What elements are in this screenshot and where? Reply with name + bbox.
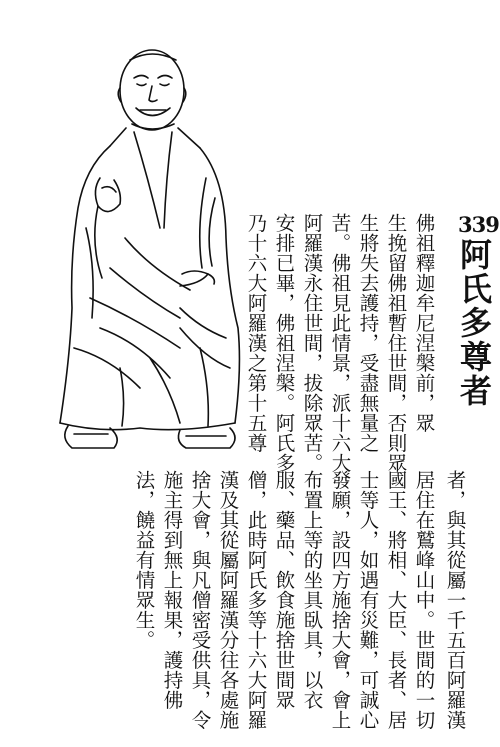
text-column: 漢及其從屬阿羅漢分往各處施 (216, 470, 240, 730)
text-column: 者，與其從屬一千五百阿羅漢 (443, 470, 467, 730)
text-column: 布置上等的坐具臥具，以衣 (300, 470, 324, 710)
text-column: 法，饒益有情眾生。 (132, 470, 156, 650)
arhat-figure-illustration (30, 28, 245, 458)
text-column: 阿羅漢永住世間，拔除眾苦。 (300, 213, 324, 473)
text-column: 僧，此時阿氏多等十六大阿羅 (244, 470, 268, 730)
entry-number: 339 (458, 212, 499, 237)
text-column: 生挽留佛祖暫住世間，否則眾 (384, 213, 408, 473)
text-column: 佛祖釋迦牟尼涅槃前，眾 (412, 213, 436, 433)
text-column: 發願，設四方施捨大會，會上 (328, 470, 352, 730)
text-column: 服、藥品、飲食施捨世間眾 (272, 470, 296, 710)
text-column: 捨大會，與凡僧密受供具，令 (188, 470, 212, 730)
text-column: 苦。佛祖見此情景，派十六大 (328, 213, 352, 473)
text-column: 安排已畢，佛祖涅槃。阿氏多 (272, 213, 296, 473)
text-column: 國王、將相、大臣、長者、居 (384, 470, 408, 730)
text-column: 生將失去護持，受盡無量之 (356, 213, 380, 453)
entry-title: 阿氏多尊者 (455, 238, 493, 408)
text-column: 士等人，如遇有災難，可誠心 (356, 470, 380, 730)
text-column: 施主得到無上報果，護持佛 (160, 470, 184, 710)
text-column: 乃十六大阿羅漢之第十五尊 (244, 213, 268, 453)
text-column: 居住在鷲峰山中。世間的一切 (412, 470, 436, 730)
